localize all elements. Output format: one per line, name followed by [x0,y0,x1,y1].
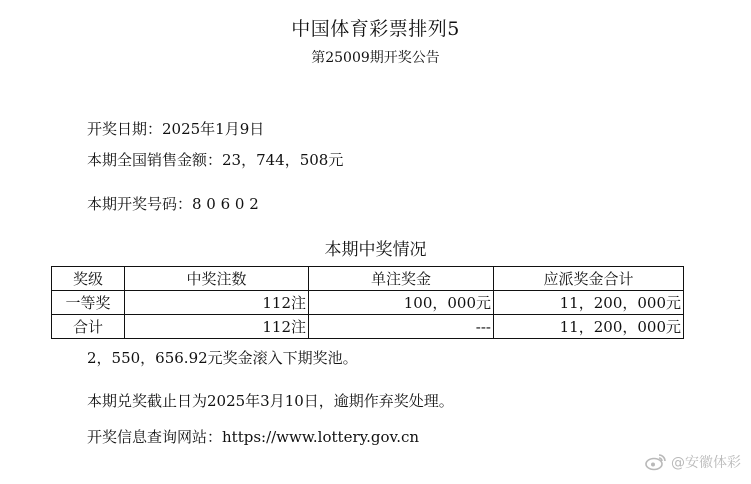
draw-date: 开奖日期：2025年1月9日 [87,120,265,138]
sales-amount: 本期全国销售金额：23，744，508元 [87,151,344,169]
row-total-prize: 11，200，000元 [494,315,684,339]
row-unit-prize: 100，000元 [309,291,494,315]
prize-section-title: 本期中奖情况 [324,240,427,260]
table-header-row [52,267,684,291]
header-total-prize: 应派奖金合计 [494,267,684,291]
header-level: 奖级 [52,267,125,291]
row-level: 一等奖 [52,291,125,315]
weibo-icon [645,453,667,471]
table-row [52,315,684,339]
row-level: 合计 [52,315,125,339]
row-total-prize: 11，200，000元 [494,291,684,315]
row-unit-prize: --- [309,315,494,339]
row-winners: 112注 [125,315,309,339]
watermark [645,452,741,472]
header-unit-prize: 单注奖金 [309,267,494,291]
rollover-note: 2，550，656.92元奖金滚入下期奖池。 [87,349,358,367]
header-winners: 中奖注数 [125,267,309,291]
website-note: 开奖信息查询网站：https://www.lottery.gov.cn [87,428,420,446]
announcement-subtitle: 第25009期开奖公告 [311,50,440,66]
winning-numbers: 本期开奖号码：8 0 6 0 2 [87,195,259,213]
table-row [52,291,684,315]
deadline-note: 本期兑奖截止日为2025年3月10日，逾期作弃奖处理。 [87,392,454,410]
row-winners: 112注 [125,291,309,315]
watermark-text: @安徽体彩 [671,455,741,471]
prize-table [51,266,684,339]
page-title: 中国体育彩票排列5 [291,18,460,40]
